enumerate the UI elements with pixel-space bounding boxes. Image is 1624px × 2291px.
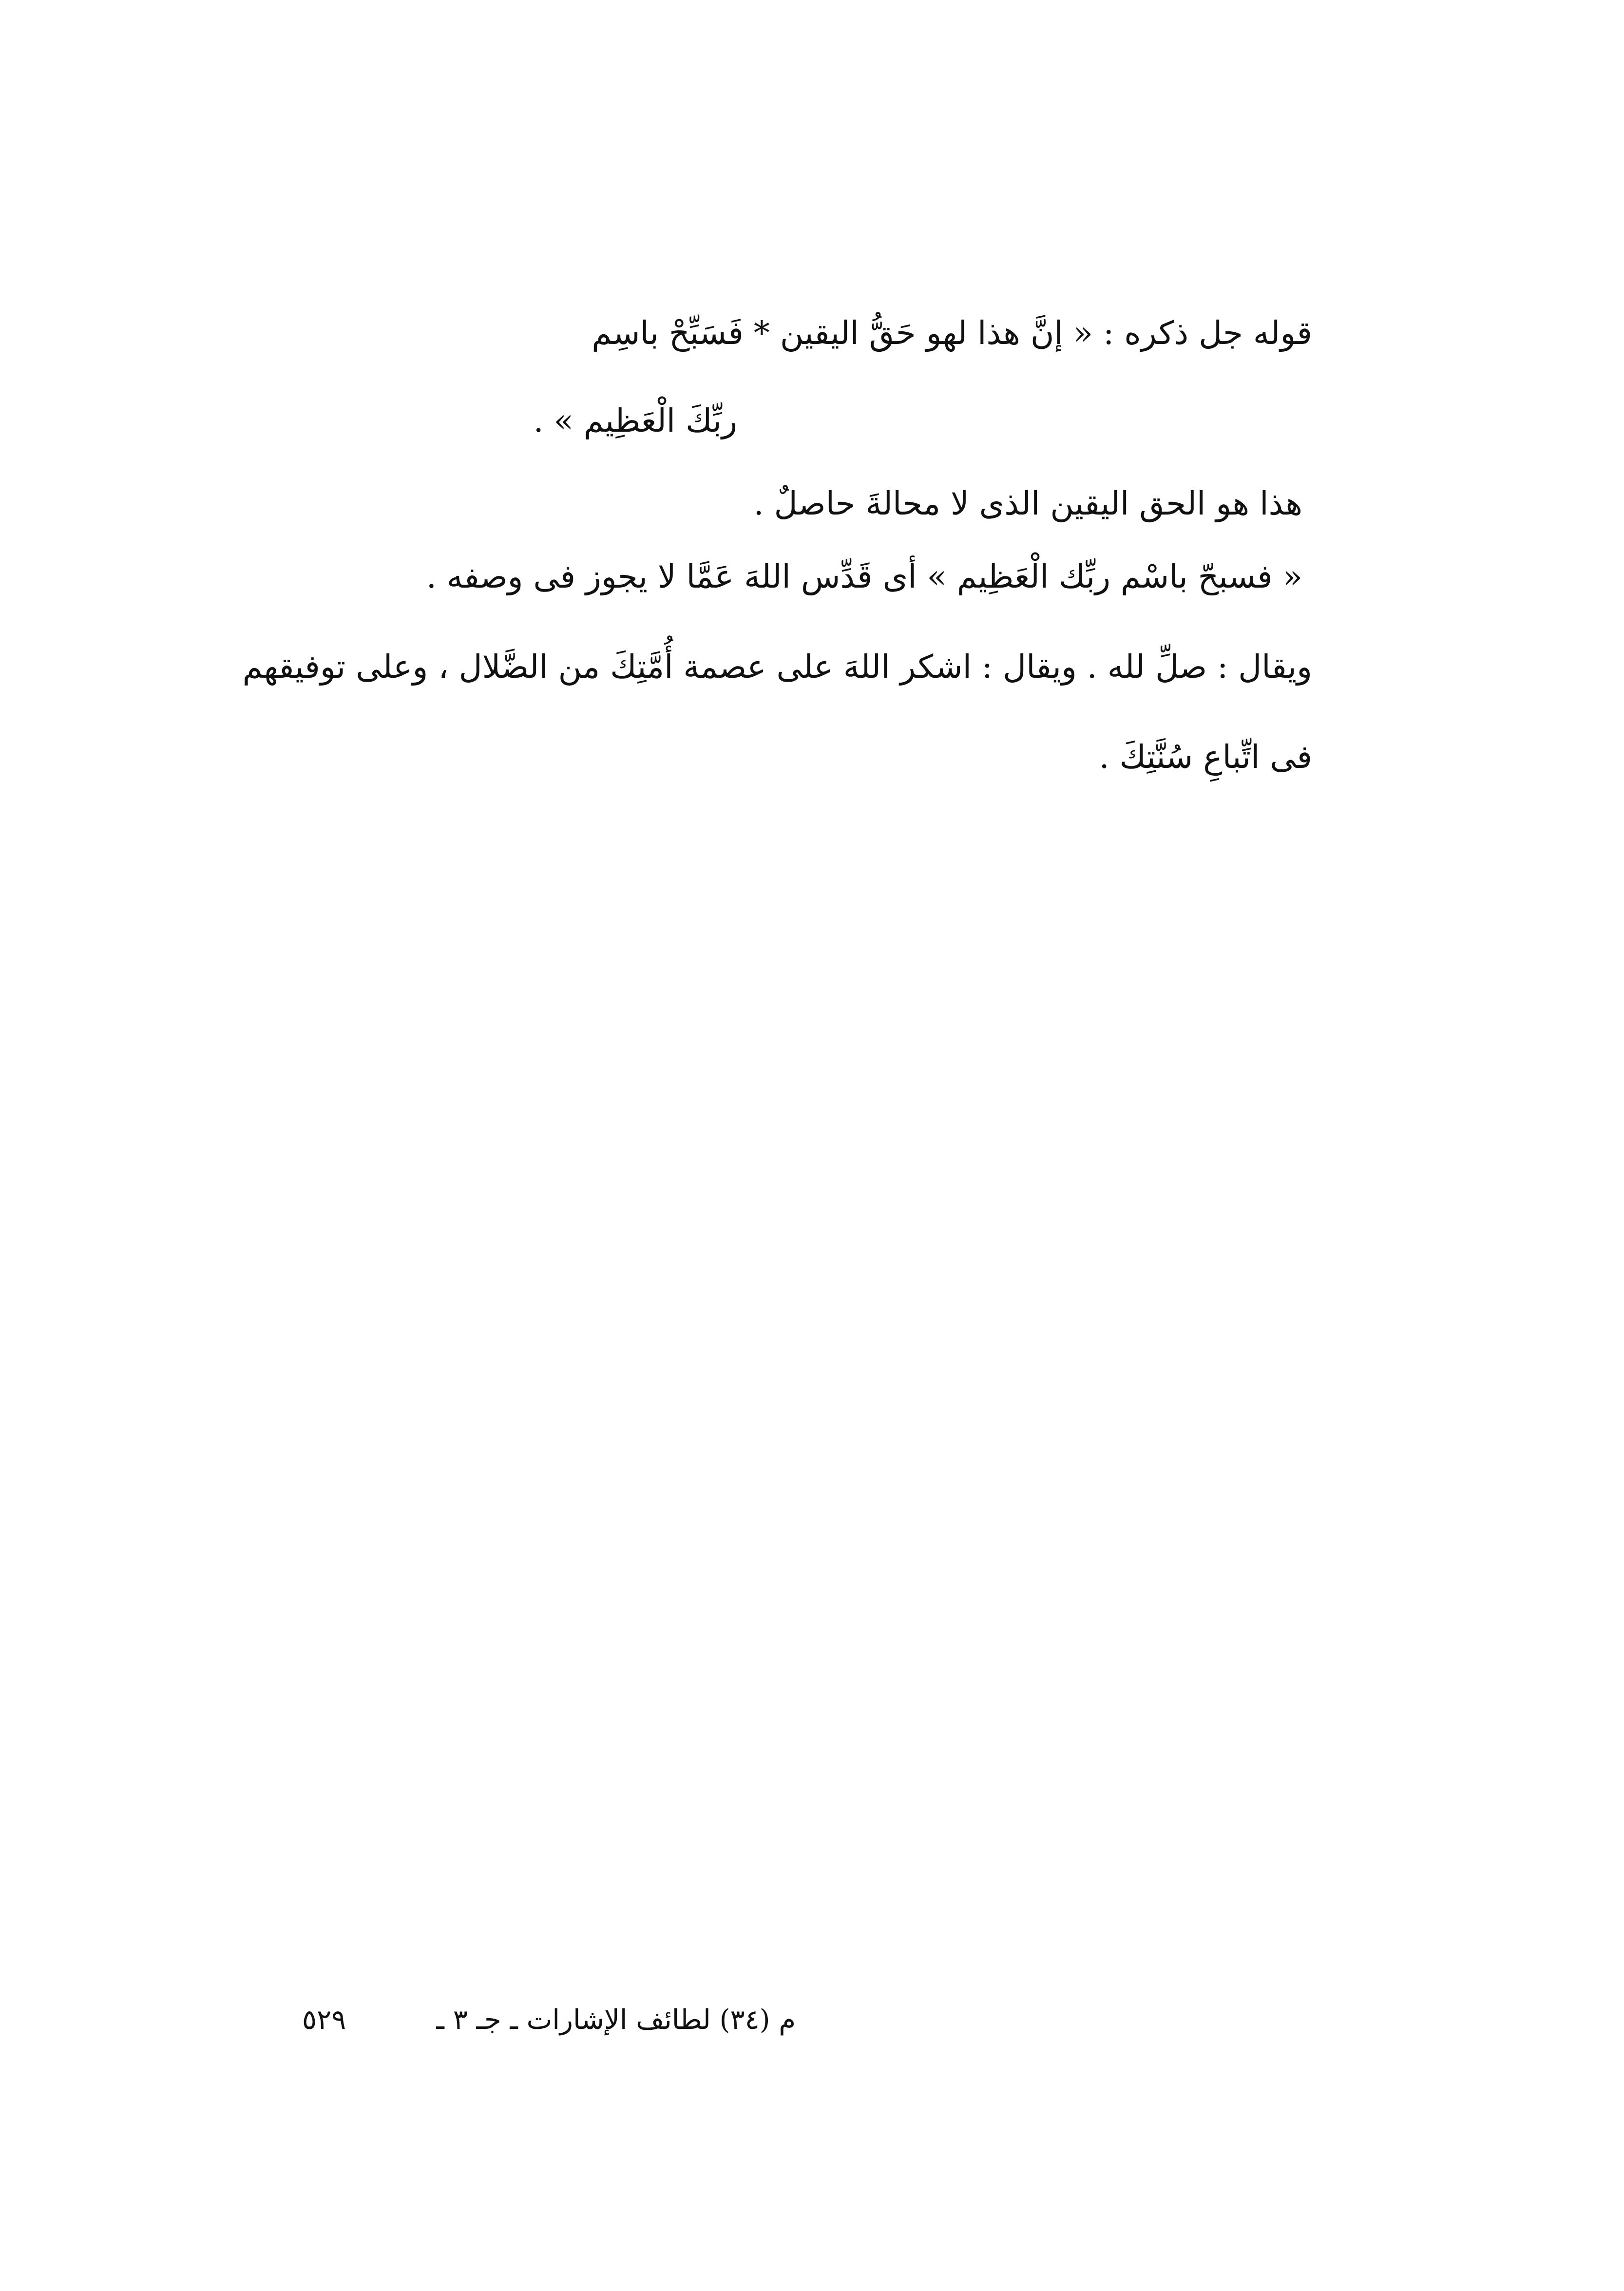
text-line-1: قوله جل ذكره : « إنَّ هذا لهو حَقُّ اليقين * فَسَبِّحْ باسِم — [592, 314, 1312, 352]
text-line-4: « فسبحّ باسْم ربِّك الْعَظِيم » أى قَدِّس اللهَ عَمَّا لا يجوز فى وصفه . — [426, 558, 1302, 595]
footer-source: م (٣٤) لطائف الإشارات ـ جـ ٣ ـ — [436, 2004, 796, 2036]
page-number: ٥٢٩ — [302, 2004, 346, 2036]
text-line-2: ربِّكَ الْعَظِيم » . — [533, 402, 737, 439]
text-line-6: فى اتِّباعِ سُنَّتِكَ . — [1099, 738, 1312, 776]
text-line-3: هذا هو الحق اليقين الذى لا محالةَ حاصلٌ . — [753, 485, 1302, 522]
text-line-5: ويقال : صلِّ لله . ويقال : اشكر اللهَ على عصمة أُمَّتِكَ من الضَّلال ، وعلى توفيقهم — [242, 648, 1312, 686]
